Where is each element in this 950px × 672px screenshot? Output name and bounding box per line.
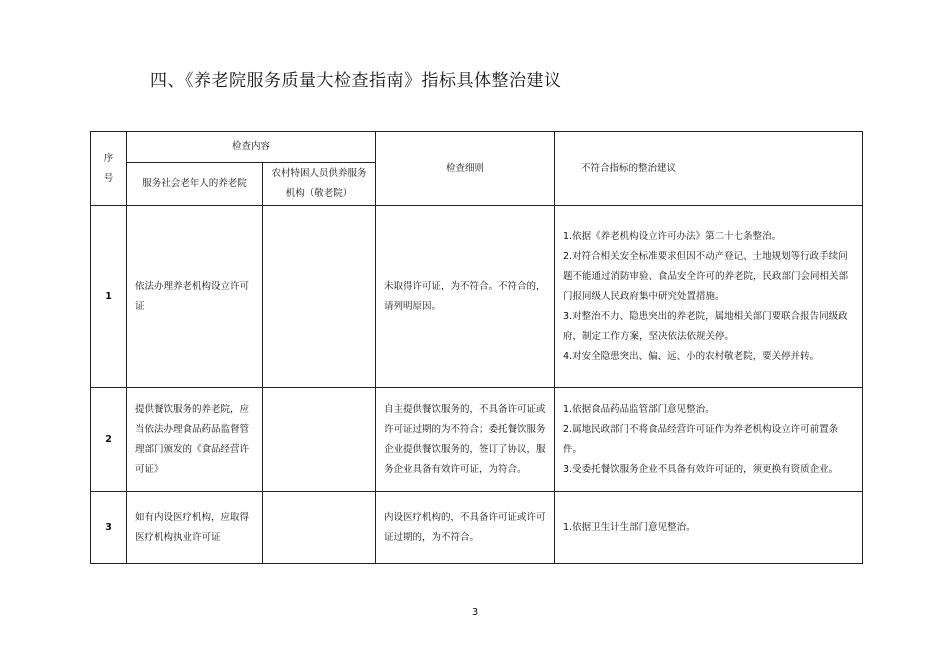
header-check-content: 检查内容 [127, 132, 376, 163]
row-suggestions [555, 206, 863, 388]
suggestion-item: 4.对安全隐患突出、偏、远、小的农村敬老院，要关停并转。 [563, 350, 820, 362]
header-row-1 [91, 132, 863, 163]
row-seq: 1 [91, 206, 127, 388]
row-social-text: 如有内设医疗机构，应取得医疗机构执业许可证 [127, 492, 263, 564]
header-col-social: 服务社会老年人的养老院 [127, 163, 263, 206]
suggestion-item: 2.对符合相关安全标准要求但因不动产登记、土地规划等行政手续问题不能通过消防审验、食品安全许可的养老院，民政部门会同相关部门报同级人民政府集中研究处置措施。 [563, 250, 849, 302]
header-col-rural: 农村特困人员供养服务机构（敬老院） [263, 163, 376, 206]
header-seq-char-1: 序 [103, 152, 114, 164]
row-social-text: 依法办理养老机构设立许可证 [127, 206, 263, 388]
row-suggestions [555, 492, 863, 564]
row-suggestions [555, 388, 863, 492]
header-suggestion: 不符合指标的整治建议 [555, 132, 863, 206]
suggestion-item: 1.依据食品药品监管部门意见整治。 [563, 403, 715, 415]
suggestion-item: 3.对整治不力、隐患突出的养老院，属地相关部门要联合报告同级政府，制定工作方案，坚决依法依规关停。 [563, 310, 848, 342]
suggestion-item: 1.依据《养老机构设立许可办法》第二十七条整治。 [563, 230, 782, 242]
header-check-detail: 检查细则 [376, 132, 555, 206]
rectification-table [90, 131, 863, 564]
header-seq [91, 132, 127, 206]
row-rural-text [263, 206, 376, 388]
row-social-text: 提供餐饮服务的养老院，应当依法办理食品药品监督管理部门颁发的《食品经营许可证》 [127, 388, 263, 492]
suggestion-item: 3.受委托餐饮服务企业不具备有效许可证的，须更换有资质企业。 [563, 463, 839, 475]
table-row [91, 206, 863, 388]
table-row [91, 388, 863, 492]
row-seq: 2 [91, 388, 127, 492]
row-detail-text: 未取得许可证，为不符合。不符合的，请列明原因。 [376, 206, 555, 388]
table-row [91, 492, 863, 564]
suggestion-item: 1.依据卫生计生部门意见整治。 [563, 521, 696, 533]
row-rural-text [263, 388, 376, 492]
page-number: 3 [471, 607, 479, 618]
row-detail-text: 内设医疗机构的，不具备许可证或许可证过期的，为不符合。 [376, 492, 555, 564]
page-title: 四、《养老院服务质量大检查指南》指标具体整治建议 [150, 71, 562, 91]
suggestion-item: 2.属地民政部门不将食品经营许可证作为养老机构设立许可前置条件。 [563, 423, 839, 455]
row-detail-text: 自主提供餐饮服务的，不具备许可证或许可证过期的为不符合；委托餐饮服务企业提供餐饮服务的，签订了协议，服务企业具备有效许可证，为符合。 [376, 388, 555, 492]
row-rural-text [263, 492, 376, 564]
header-seq-char-2: 号 [103, 172, 114, 184]
row-seq: 3 [91, 492, 127, 564]
